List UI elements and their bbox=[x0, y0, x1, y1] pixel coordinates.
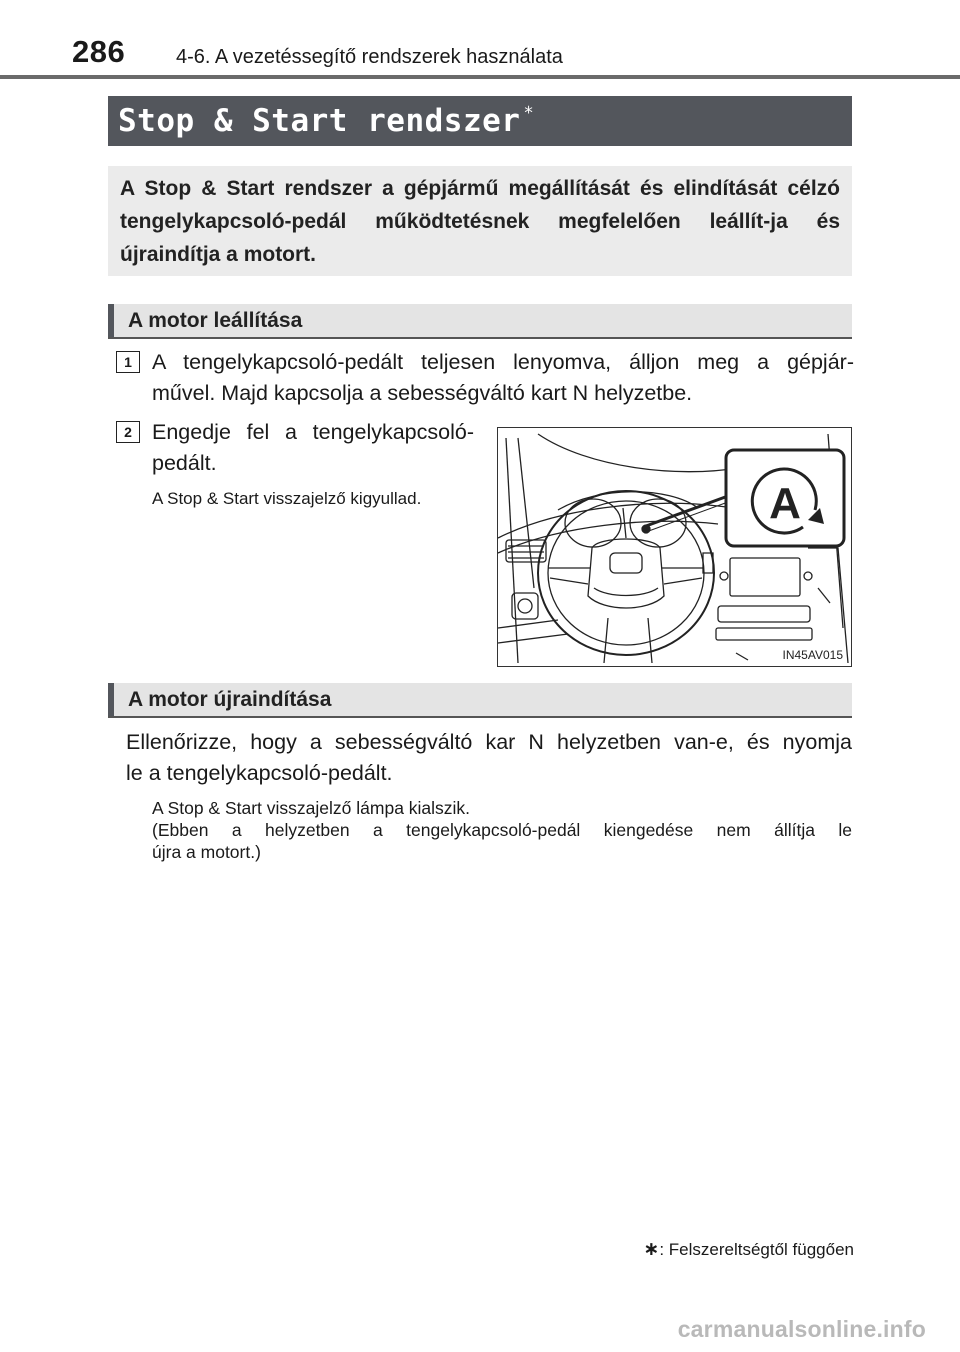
footnote-star: ∗ bbox=[643, 1239, 660, 1260]
section-accent bbox=[108, 304, 114, 337]
footnote bbox=[643, 1238, 854, 1261]
step-number-1: 1 bbox=[116, 351, 140, 373]
header-rule bbox=[0, 75, 960, 79]
restart-note-line2: (Ebben a helyzetben a tengelykapcsoló-pedál kiengedése nem állítja le bbox=[152, 820, 852, 840]
step-number-2: 2 bbox=[116, 421, 140, 443]
footnote-text: : Felszereltségtől függően bbox=[659, 1240, 854, 1259]
restart-note-line3: újra a motort.) bbox=[152, 842, 261, 862]
step2-note: A Stop & Start visszajelző kigyullad. bbox=[152, 489, 422, 508]
step2-line1: Engedje fel a tengelykapcsoló- bbox=[152, 420, 474, 444]
dashboard-illustration bbox=[498, 428, 852, 667]
running-header: 4-6. A vezetéssegítő rendszerek használata bbox=[176, 46, 563, 68]
section-heading-stop bbox=[108, 304, 852, 339]
page-title bbox=[118, 100, 534, 139]
intro-text: A Stop & Start rendszer a gépjármű megállítását és elindítását célzó tengelykapcsoló-pedál működtetésnek megfelelően leállít-ja és újraindítja a motort. bbox=[120, 177, 840, 266]
step1-line2: művel. Majd kapcsolja a sebességváltó kart N helyzetbe. bbox=[152, 381, 693, 405]
restart-note-line1: A Stop & Start visszajelző lámpa kialszik. bbox=[152, 798, 471, 818]
step1-line1: A tengelykapcsoló-pedált teljesen lenyomva, álljon meg a gépjár- bbox=[152, 350, 854, 374]
stop-start-indicator-letter: A bbox=[769, 479, 801, 528]
restart-para-line1: Ellenőrizze, hogy a sebességváltó kar N helyzetben van-e, és nyomja bbox=[126, 730, 852, 754]
title-footnote-marker: ∗ bbox=[523, 100, 535, 120]
figure-code: IN45AV015 bbox=[782, 648, 843, 662]
watermark: carmanualsonline.info bbox=[677, 1316, 926, 1342]
dashboard-figure bbox=[497, 427, 852, 667]
restart-para-line2: le a tengelykapcsoló-pedált. bbox=[126, 761, 393, 785]
section-heading-restart bbox=[108, 683, 852, 718]
step2-line2: pedált. bbox=[152, 451, 217, 475]
section-heading-restart-label: A motor újraindítása bbox=[128, 688, 332, 711]
page-number: 286 bbox=[72, 34, 126, 69]
page-title-text: Stop & Start rendszer bbox=[118, 103, 521, 139]
section-heading-stop-label: A motor leállítása bbox=[128, 309, 303, 332]
section-accent bbox=[108, 683, 114, 716]
